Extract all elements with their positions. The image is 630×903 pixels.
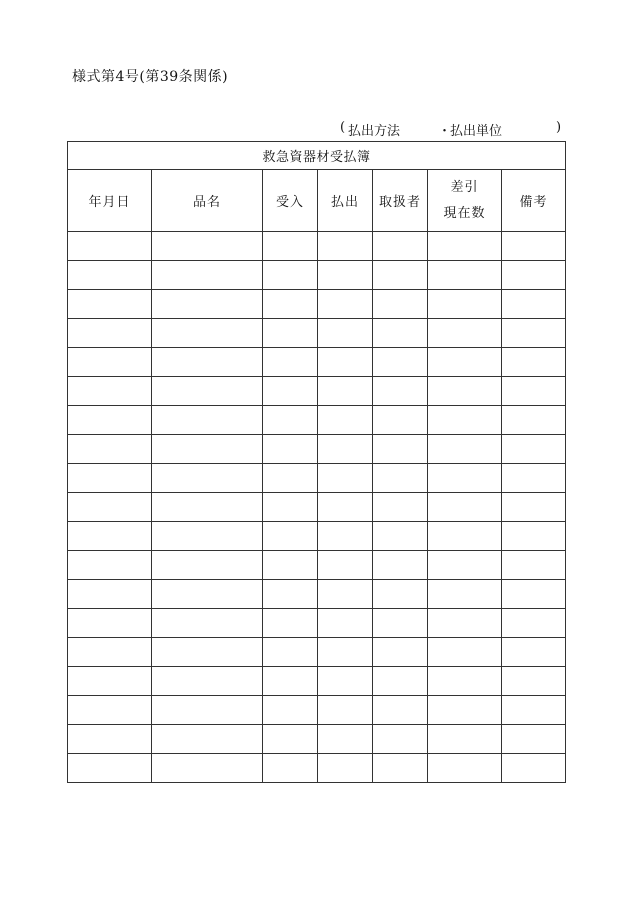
cell-item-name[interactable]	[152, 522, 263, 551]
cell-item-name[interactable]	[152, 232, 263, 261]
method-close-paren: )	[556, 120, 562, 135]
cell-balance[interactable]	[428, 696, 502, 725]
cell-date[interactable]	[68, 725, 152, 754]
cell-handler[interactable]	[373, 754, 428, 783]
cell-remarks[interactable]	[502, 406, 566, 435]
cell-date[interactable]	[68, 348, 152, 377]
cell-date[interactable]	[68, 580, 152, 609]
cell-received[interactable]	[263, 464, 318, 493]
cell-handler[interactable]	[373, 319, 428, 348]
cell-paid-out[interactable]	[318, 377, 373, 406]
cell-received[interactable]	[263, 232, 318, 261]
cell-handler[interactable]	[373, 580, 428, 609]
cell-balance[interactable]	[428, 609, 502, 638]
cell-item-name[interactable]	[152, 319, 263, 348]
cell-handler[interactable]	[373, 696, 428, 725]
cell-received[interactable]	[263, 725, 318, 754]
cell-received[interactable]	[263, 493, 318, 522]
cell-paid-out[interactable]	[318, 232, 373, 261]
cell-remarks[interactable]	[502, 754, 566, 783]
cell-paid-out[interactable]	[318, 522, 373, 551]
cell-handler[interactable]	[373, 232, 428, 261]
cell-received[interactable]	[263, 522, 318, 551]
table-row	[68, 493, 566, 522]
table-row	[68, 377, 566, 406]
cell-paid-out[interactable]	[318, 406, 373, 435]
table-row	[68, 667, 566, 696]
cell-remarks[interactable]	[502, 464, 566, 493]
method-separator: ・	[438, 124, 452, 139]
cell-paid-out[interactable]	[318, 551, 373, 580]
cell-item-name[interactable]	[152, 725, 263, 754]
cell-date[interactable]	[68, 522, 152, 551]
cell-date[interactable]	[68, 754, 152, 783]
cell-remarks[interactable]	[502, 435, 566, 464]
cell-paid-out[interactable]	[318, 580, 373, 609]
form-number: 様式第4号(第39条関係)	[72, 69, 229, 85]
table-row	[68, 348, 566, 377]
column-header-item-name: 品名	[152, 170, 263, 232]
table-row	[68, 609, 566, 638]
cell-balance[interactable]	[428, 232, 502, 261]
cell-item-name[interactable]	[152, 290, 263, 319]
cell-balance[interactable]	[428, 522, 502, 551]
column-header-handler: 取扱者	[373, 170, 428, 232]
cell-paid-out[interactable]	[318, 696, 373, 725]
ledger-header-row	[68, 170, 566, 232]
column-header-remarks: 備考	[502, 170, 566, 232]
cell-handler[interactable]	[373, 493, 428, 522]
cell-remarks[interactable]	[502, 261, 566, 290]
column-header-paid-out: 払出	[318, 170, 373, 232]
cell-paid-out[interactable]	[318, 464, 373, 493]
cell-handler[interactable]	[373, 551, 428, 580]
cell-balance[interactable]	[428, 580, 502, 609]
table-row	[68, 725, 566, 754]
cell-paid-out[interactable]	[318, 754, 373, 783]
cell-item-name[interactable]	[152, 667, 263, 696]
payout-method-label: 払出方法	[348, 124, 401, 139]
cell-balance[interactable]	[428, 406, 502, 435]
cell-remarks[interactable]	[502, 551, 566, 580]
cell-handler[interactable]	[373, 667, 428, 696]
column-header-received: 受入	[263, 170, 318, 232]
ledger-title: 救急資器材受払簿	[68, 142, 566, 170]
cell-item-name[interactable]	[152, 261, 263, 290]
cell-date[interactable]	[68, 377, 152, 406]
cell-remarks[interactable]	[502, 377, 566, 406]
cell-handler[interactable]	[373, 290, 428, 319]
cell-date[interactable]	[68, 435, 152, 464]
column-header-balance-line1: 差引	[450, 179, 479, 195]
cell-paid-out[interactable]	[318, 725, 373, 754]
table-row	[68, 261, 566, 290]
cell-handler[interactable]	[373, 261, 428, 290]
table-row	[68, 290, 566, 319]
cell-remarks[interactable]	[502, 493, 566, 522]
cell-paid-out[interactable]	[318, 667, 373, 696]
cell-date[interactable]	[68, 406, 152, 435]
cell-handler[interactable]	[373, 638, 428, 667]
cell-date[interactable]	[68, 696, 152, 725]
cell-balance[interactable]	[428, 667, 502, 696]
cell-handler[interactable]	[373, 406, 428, 435]
cell-received[interactable]	[263, 406, 318, 435]
cell-item-name[interactable]	[152, 754, 263, 783]
cell-received[interactable]	[263, 377, 318, 406]
cell-received[interactable]	[263, 696, 318, 725]
cell-date[interactable]	[68, 232, 152, 261]
cell-paid-out[interactable]	[318, 261, 373, 290]
cell-item-name[interactable]	[152, 435, 263, 464]
cell-received[interactable]	[263, 435, 318, 464]
cell-balance[interactable]	[428, 290, 502, 319]
cell-date[interactable]	[68, 667, 152, 696]
ledger-table	[67, 141, 566, 783]
cell-date[interactable]	[68, 609, 152, 638]
cell-received[interactable]	[263, 551, 318, 580]
table-row	[68, 435, 566, 464]
cell-item-name[interactable]	[152, 493, 263, 522]
table-row	[68, 232, 566, 261]
cell-paid-out[interactable]	[318, 348, 373, 377]
table-row	[68, 696, 566, 725]
column-header-balance-line2: 現在数	[443, 205, 486, 221]
ledger-body	[68, 232, 566, 783]
table-row	[68, 580, 566, 609]
cell-received[interactable]	[263, 261, 318, 290]
cell-received[interactable]	[263, 667, 318, 696]
column-header-date: 年月日	[68, 170, 152, 232]
cell-received[interactable]	[263, 638, 318, 667]
cell-paid-out[interactable]	[318, 638, 373, 667]
method-open-paren: (	[340, 120, 346, 135]
cell-received[interactable]	[263, 609, 318, 638]
cell-handler[interactable]	[373, 435, 428, 464]
cell-item-name[interactable]	[152, 551, 263, 580]
table-row	[68, 319, 566, 348]
cell-remarks[interactable]	[502, 319, 566, 348]
cell-paid-out[interactable]	[318, 290, 373, 319]
cell-handler[interactable]	[373, 522, 428, 551]
cell-received[interactable]	[263, 290, 318, 319]
cell-balance[interactable]	[428, 319, 502, 348]
cell-paid-out[interactable]	[318, 609, 373, 638]
table-row	[68, 551, 566, 580]
cell-remarks[interactable]	[502, 609, 566, 638]
cell-received[interactable]	[263, 348, 318, 377]
cell-remarks[interactable]	[502, 638, 566, 667]
cell-item-name[interactable]	[152, 377, 263, 406]
cell-handler[interactable]	[373, 348, 428, 377]
cell-handler[interactable]	[373, 725, 428, 754]
cell-item-name[interactable]	[152, 638, 263, 667]
cell-date[interactable]	[68, 638, 152, 667]
cell-item-name[interactable]	[152, 348, 263, 377]
cell-balance[interactable]	[428, 464, 502, 493]
cell-item-name[interactable]	[152, 464, 263, 493]
cell-received[interactable]	[263, 319, 318, 348]
cell-remarks[interactable]	[502, 290, 566, 319]
cell-date[interactable]	[68, 493, 152, 522]
cell-item-name[interactable]	[152, 580, 263, 609]
cell-remarks[interactable]	[502, 580, 566, 609]
cell-paid-out[interactable]	[318, 319, 373, 348]
cell-balance[interactable]	[428, 261, 502, 290]
cell-remarks[interactable]	[502, 725, 566, 754]
cell-remarks[interactable]	[502, 232, 566, 261]
table-row	[68, 464, 566, 493]
cell-balance[interactable]	[428, 725, 502, 754]
cell-handler[interactable]	[373, 464, 428, 493]
table-row	[68, 754, 566, 783]
table-row	[68, 406, 566, 435]
cell-remarks[interactable]	[502, 696, 566, 725]
cell-handler[interactable]	[373, 609, 428, 638]
cell-date[interactable]	[68, 319, 152, 348]
cell-balance[interactable]	[428, 754, 502, 783]
cell-date[interactable]	[68, 261, 152, 290]
cell-handler[interactable]	[373, 377, 428, 406]
cell-paid-out[interactable]	[318, 435, 373, 464]
cell-remarks[interactable]	[502, 667, 566, 696]
cell-received[interactable]	[263, 754, 318, 783]
cell-item-name[interactable]	[152, 696, 263, 725]
cell-received[interactable]	[263, 580, 318, 609]
cell-balance[interactable]	[428, 638, 502, 667]
cell-balance[interactable]	[428, 377, 502, 406]
cell-item-name[interactable]	[152, 609, 263, 638]
cell-remarks[interactable]	[502, 348, 566, 377]
cell-date[interactable]	[68, 464, 152, 493]
table-row	[68, 522, 566, 551]
payout-method-line	[336, 120, 566, 140]
cell-balance[interactable]	[428, 551, 502, 580]
payout-unit-label: 払出単位	[450, 124, 503, 139]
cell-date[interactable]	[68, 290, 152, 319]
cell-balance[interactable]	[428, 493, 502, 522]
cell-item-name[interactable]	[152, 406, 263, 435]
column-header-balance	[428, 170, 502, 232]
cell-balance[interactable]	[428, 435, 502, 464]
cell-balance[interactable]	[428, 348, 502, 377]
cell-remarks[interactable]	[502, 522, 566, 551]
cell-date[interactable]	[68, 551, 152, 580]
ledger-title-row	[68, 142, 566, 170]
cell-paid-out[interactable]	[318, 493, 373, 522]
table-row	[68, 638, 566, 667]
